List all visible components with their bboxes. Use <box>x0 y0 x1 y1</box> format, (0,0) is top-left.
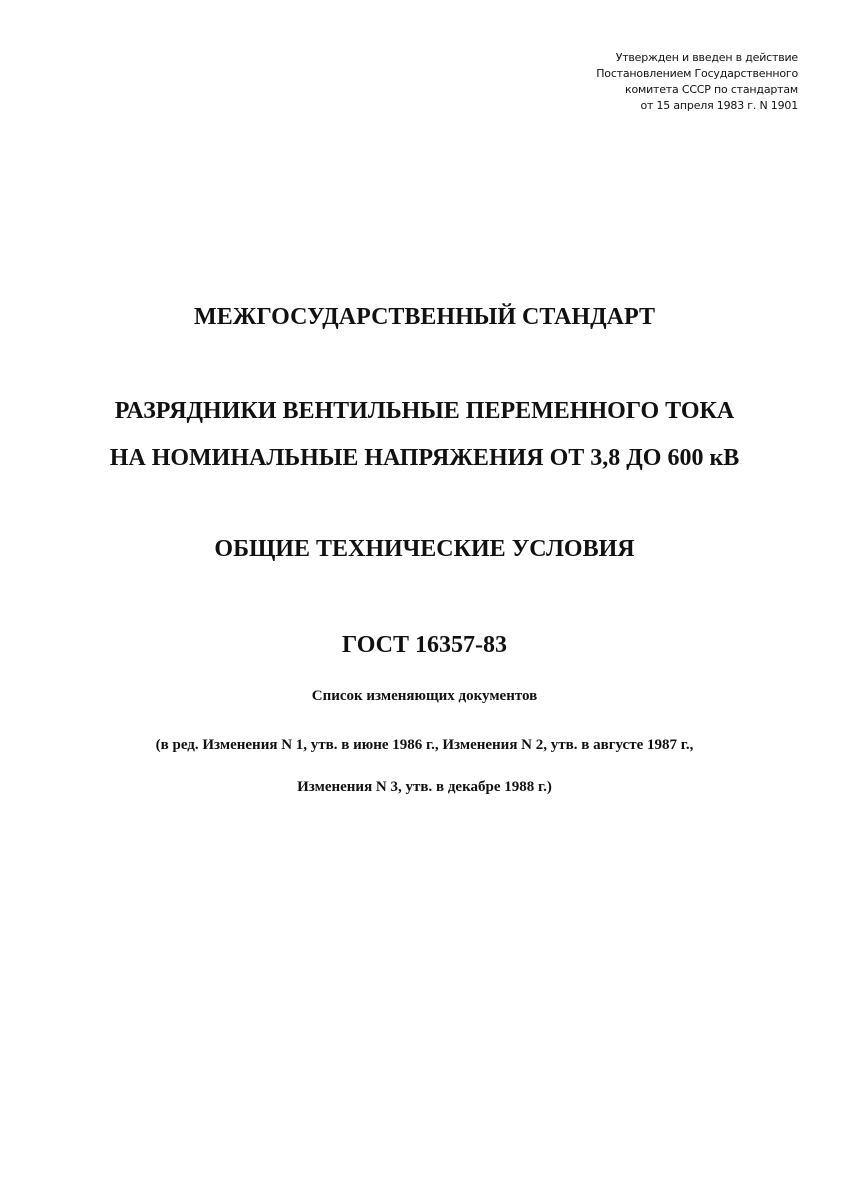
standard-category: МЕЖГОСУДАРСТВЕННЫЙ СТАНДАРТ <box>194 304 655 330</box>
changes-line-1: (в ред. Изменения N 1, утв. в июне 1986 г., Изменения N 2, утв. в августе 1987 г., <box>155 737 694 753</box>
approval-line: комитета СССР по стандартам <box>625 83 798 96</box>
approval-line: Утвержден и введен в действие <box>615 51 798 64</box>
approval-line: Постановлением Государственного <box>596 67 798 80</box>
approval-line: от 15 апреля 1983 г. N 1901 <box>640 99 798 112</box>
changes-line-2: Изменения N 3, утв. в декабре 1988 г.) <box>297 779 552 795</box>
approval-note <box>596 50 798 114</box>
title-line-2: НА НОМИНАЛЬНЫЕ НАПРЯЖЕНИЯ ОТ 3,8 ДО 600 кВ <box>109 445 740 471</box>
subtitle: ОБЩИЕ ТЕХНИЧЕСКИЕ УСЛОВИЯ <box>214 536 635 562</box>
title-line-1: РАЗРЯДНИКИ ВЕНТИЛЬНЫЕ ПЕРЕМЕННОГО ТОКА <box>114 398 735 424</box>
gost-code: ГОСТ 16357-83 <box>342 632 507 658</box>
changes-heading: Список изменяющих документов <box>311 688 538 704</box>
